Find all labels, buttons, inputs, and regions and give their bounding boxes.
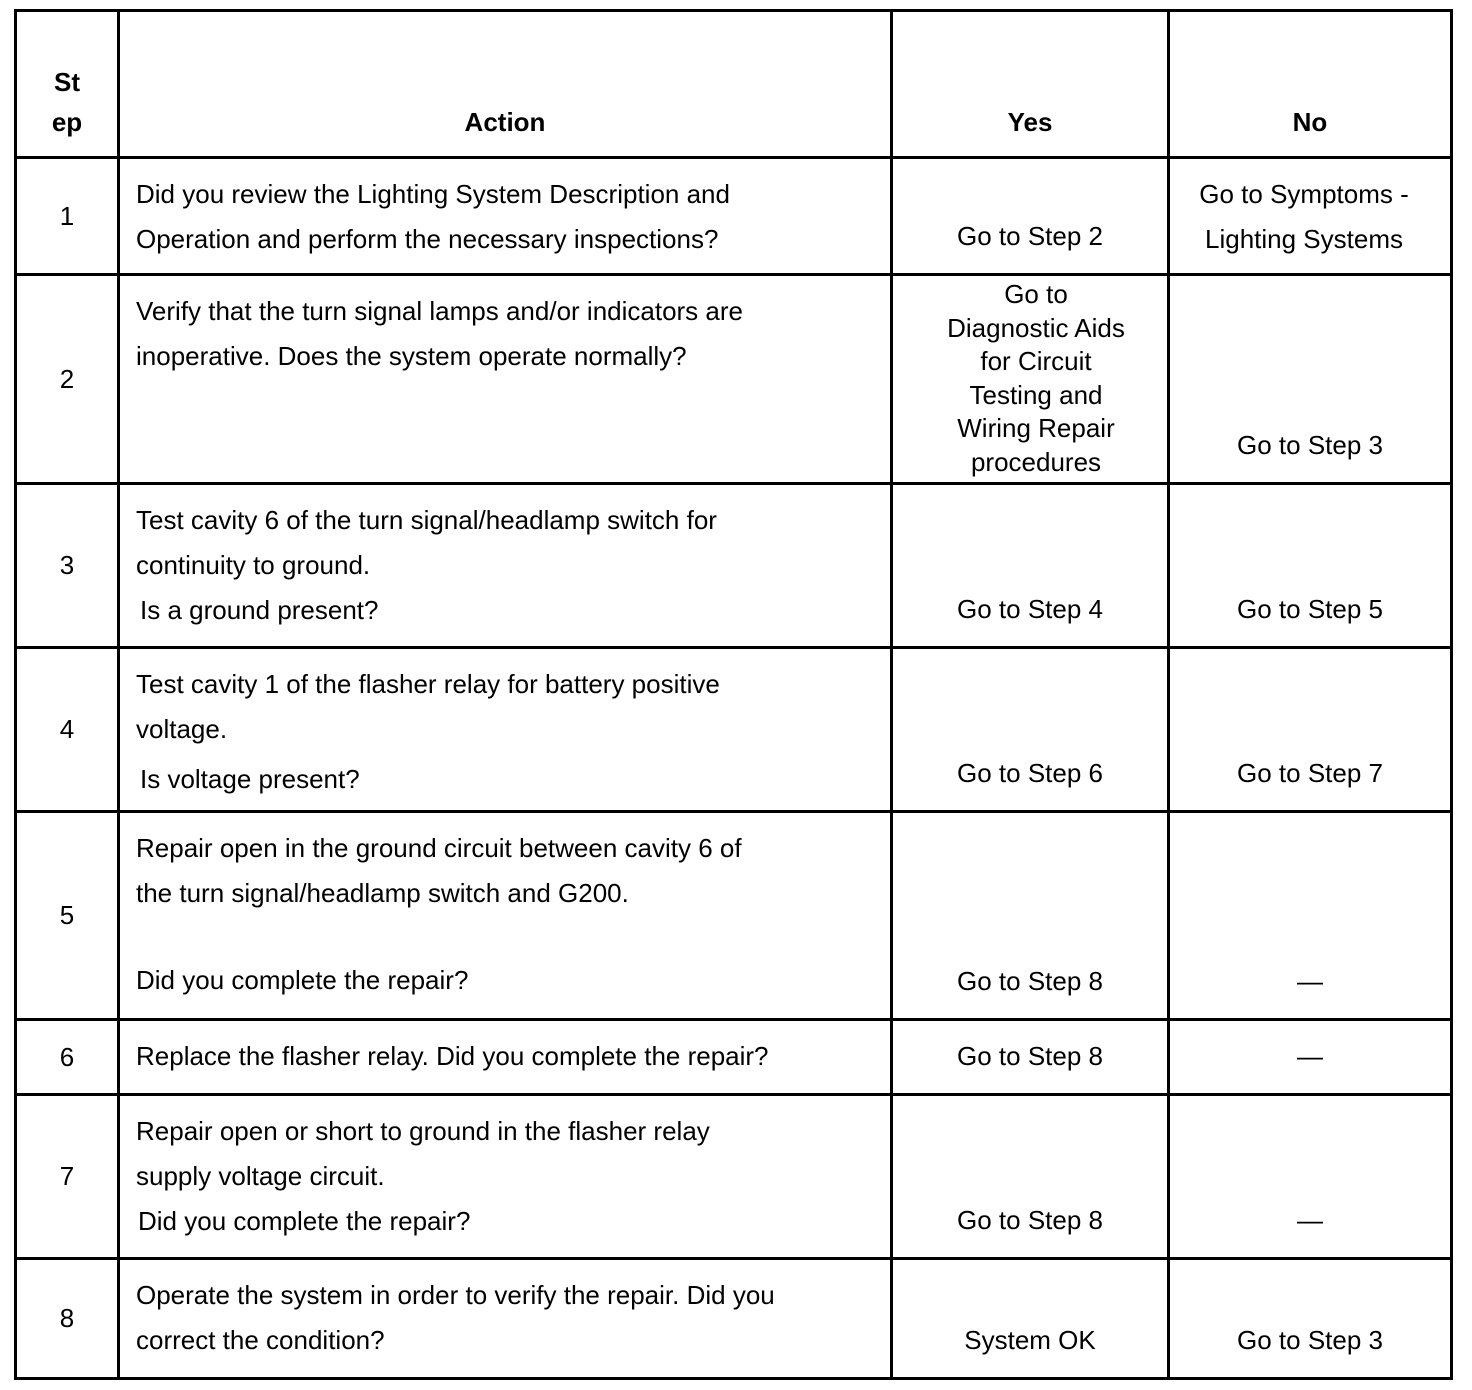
table-row (16, 1020, 1452, 1095)
yes-cell: Go to Diagnostic Aids for Circuit Testing and Wiring Repair procedures (892, 275, 1169, 484)
yes-cell: Go to Step 8 (892, 1020, 1169, 1095)
table-row (16, 484, 1452, 648)
step-number: 2 (16, 275, 119, 484)
action-line: continuity to ground. (136, 550, 371, 580)
action-line: Test cavity 6 of the turn signal/headlamp switch for (136, 505, 717, 535)
yes-cell: System OK (892, 1259, 1169, 1379)
no-cell (1169, 812, 1452, 1020)
action-line: Verify that the turn signal lamps and/or indicators are (136, 296, 743, 326)
table-row (16, 275, 1452, 484)
header-row (16, 11, 1452, 158)
action-line: the turn signal/headlamp switch and G200. (136, 878, 629, 908)
yes-cell: Go to Step 8 (892, 1095, 1169, 1259)
action-cell (119, 275, 892, 484)
header-no: No (1169, 11, 1452, 158)
header-step: St ep (16, 11, 119, 158)
no-cell (1169, 1095, 1452, 1259)
action-line: Repair open or short to ground in the flasher relay (136, 1116, 710, 1146)
step-number: 7 (16, 1095, 119, 1259)
yes-cell: Go to Step 2 (892, 158, 1169, 275)
action-cell (119, 648, 892, 812)
action-line: Is voltage present? (140, 764, 360, 794)
no-cell: Go to Symptoms - Lighting Systems (1169, 158, 1452, 275)
no-cell: Go to Step 5 (1169, 484, 1452, 648)
dash: — (1297, 1205, 1323, 1235)
header-action: Action (119, 11, 892, 158)
table-row (16, 1095, 1452, 1259)
action-line: Did you complete the repair? (136, 965, 469, 995)
header-yes: Yes (892, 11, 1169, 158)
action-line: Did you review the Lighting System Description and (136, 179, 730, 209)
table-row (16, 1259, 1452, 1379)
table-row (16, 812, 1452, 1020)
action-line: correct the condition? (136, 1325, 385, 1355)
step-number: 5 (16, 812, 119, 1020)
dash: — (1297, 966, 1323, 996)
action-line: Repair open in the ground circuit between cavity 6 of (136, 833, 742, 863)
action-cell (119, 158, 892, 275)
action-cell (119, 1259, 892, 1379)
step-number: 4 (16, 648, 119, 812)
action-cell (119, 1020, 892, 1095)
no-cell: Go to Step 7 (1169, 648, 1452, 812)
no-cell: Go to Step 3 (1169, 275, 1452, 484)
action-line: Replace the flasher relay. Did you complete the repair? (136, 1041, 769, 1071)
action-line: Test cavity 1 of the flasher relay for battery positive (136, 669, 720, 699)
yes-cell: Go to Step 4 (892, 484, 1169, 648)
action-line: Did you complete the repair? (138, 1206, 471, 1236)
action-cell (119, 484, 892, 648)
action-cell (119, 812, 892, 1020)
action-line: inoperative. Does the system operate normally? (136, 341, 687, 371)
no-cell (1169, 1020, 1452, 1095)
diagnostic-table (14, 9, 1453, 1380)
action-line: Is a ground present? (140, 595, 379, 625)
action-line: Operation and perform the necessary inspections? (136, 224, 719, 254)
step-number: 8 (16, 1259, 119, 1379)
yes-cell: Go to Step 8 (892, 812, 1169, 1020)
dash: — (1297, 1041, 1323, 1071)
step-number: 3 (16, 484, 119, 648)
no-cell: Go to Step 3 (1169, 1259, 1452, 1379)
action-line: supply voltage circuit. (136, 1161, 385, 1191)
action-line: voltage. (136, 714, 228, 744)
step-number: 6 (16, 1020, 119, 1095)
action-cell (119, 1095, 892, 1259)
table-row (16, 648, 1452, 812)
yes-cell: Go to Step 6 (892, 648, 1169, 812)
step-number: 1 (16, 158, 119, 275)
action-line: Operate the system in order to verify the repair. Did you (136, 1280, 775, 1310)
table-row (16, 158, 1452, 275)
